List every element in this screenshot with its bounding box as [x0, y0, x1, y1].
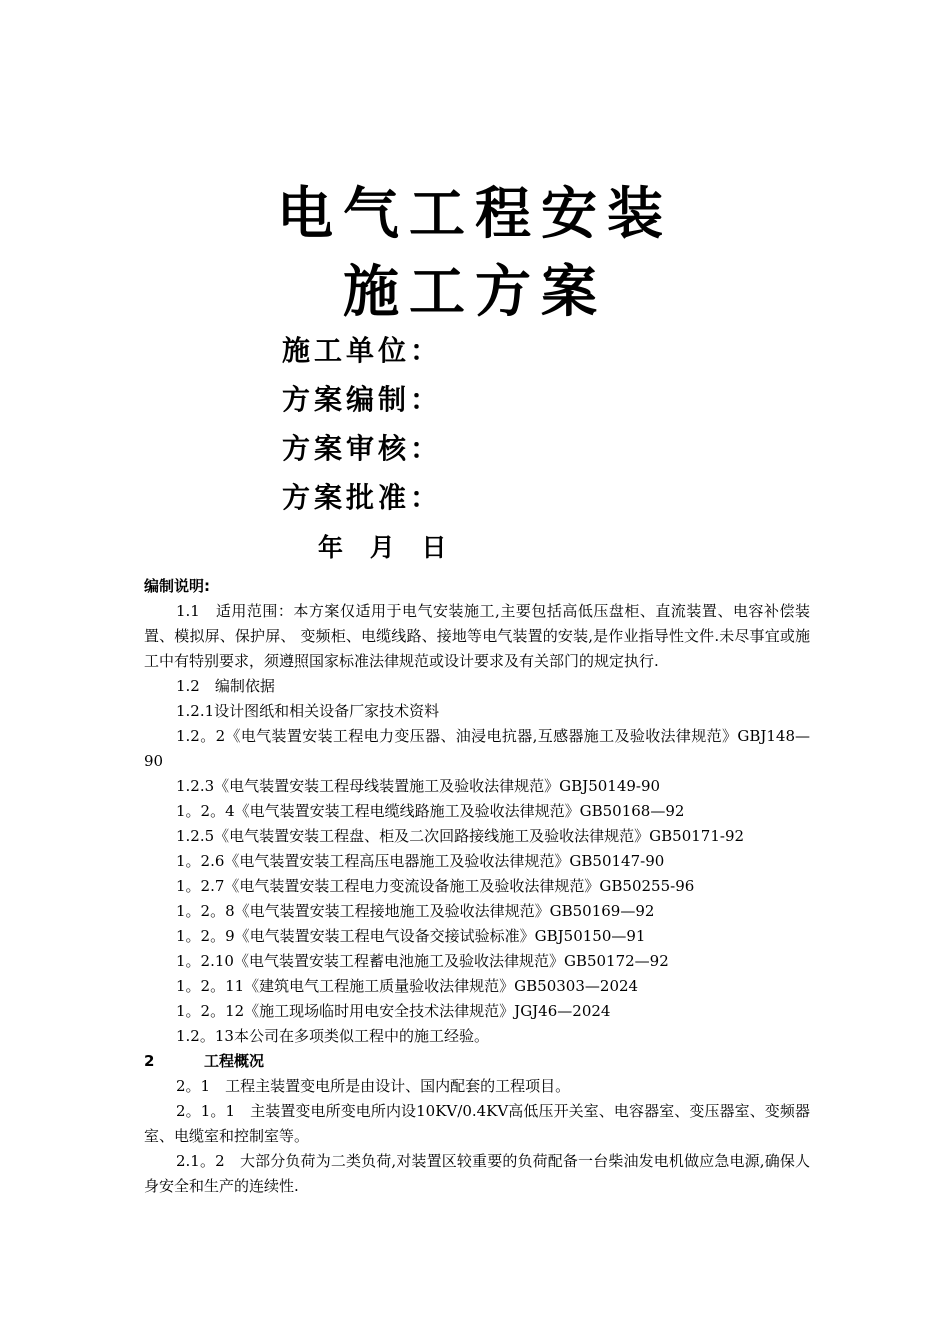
overview-paragraph: 2。1 工程主装置变电所是由设计、国内配套的工程项目。 [176, 1077, 571, 1095]
scope-paragraph: 1.1 适用范围：本方案仅适用于电气安装施工,主要包括高低压盘柜、直流装置、电容补偿装置、模拟屏、保护屏、 变频柜、电缆线路、接地等电气装置的安装,是作业指导性文件.未尽事宜或施工中有特别要求，须遵照国家标准法律规范或设计要求及有关部门的规定执行. [144, 602, 810, 670]
basis-item: 1。2。9《电气装置安装工程电气设备交接试验标准》GBJ50150—91 [176, 927, 646, 945]
basis-item: 1。2。11《建筑电气工程施工质量验收法律规范》GB50303—2024 [176, 977, 639, 995]
basis-item: 1.2。13本公司在多项类似工程中的施工经验。 [176, 1027, 489, 1045]
basis-item: 1。2。8《电气装置安装工程接地施工及验收法律规范》GB50169—92 [176, 902, 655, 920]
basis-item: 1。2。12《施工现场临时用电安全技术法律规范》JGJ46—2024 [176, 1002, 611, 1020]
basis-item: 1.2.1设计图纸和相关设备厂家技术资料 [176, 702, 440, 720]
section-2-number: 2 [144, 1052, 155, 1070]
basis-item: 1。2.10《电气装置安装工程蓄电池施工及验收法律规范》GB50172—92 [176, 952, 669, 970]
basis-title: 1.2 编制依据 [176, 677, 275, 695]
document-body [144, 574, 810, 1199]
overview-paragraph: 2.1。2 大部分负荷为二类负荷,对装置区较重要的负荷配备一台柴油发电机做应急电源,确保人身安全和生产的连续性. [144, 1152, 810, 1195]
construction-unit-label: 施工单位： [282, 334, 443, 367]
plan-approved-label: 方案批准： [282, 481, 443, 514]
basis-item: 1.2.5《电气装置安装工程盘、柜及二次回路接线施工及验收法律规范》GB50171-92 [176, 827, 745, 845]
basis-item: 1。2.7《电气装置安装工程电力变流设备施工及验收法律规范》GB50255-96 [176, 877, 695, 895]
date-line [318, 531, 464, 565]
title-line-2: 施工方案 [343, 260, 607, 325]
overview-paragraph: 2。1。1 主装置变电所变电所内设10KV/0.4KV高低压开关室、电容器室、变压器室、变频器室、电缆室和控制室等。 [144, 1102, 810, 1145]
date-month: 月 [369, 533, 395, 562]
basis-item: 1.2。2《电气装置安装工程电力变压器、油浸电抗器,互感器施工及验收法律规范》GBJ148—90 [144, 727, 810, 770]
basis-item: 1.2.3《电气装置安装工程母线装置施工及验收法律规范》GBJ50149-90 [176, 777, 661, 795]
basis-item: 1。2。4《电气装置安装工程电缆线路施工及验收法律规范》GB50168—92 [176, 802, 685, 820]
date-year: 年 [318, 533, 344, 562]
section-2-title: 工程概况 [204, 1052, 265, 1070]
section-heading: 编制说明: [144, 577, 210, 595]
plan-reviewed-label: 方案审核： [282, 432, 443, 465]
basis-item: 1。2.6《电气装置安装工程高压电器施工及验收法律规范》GB50147-90 [176, 852, 665, 870]
section-2-heading [144, 1049, 810, 1074]
title-line-1: 电气工程安装 [277, 182, 673, 247]
plan-prepared-label: 方案编制： [282, 383, 443, 416]
date-day: 日 [421, 533, 447, 562]
